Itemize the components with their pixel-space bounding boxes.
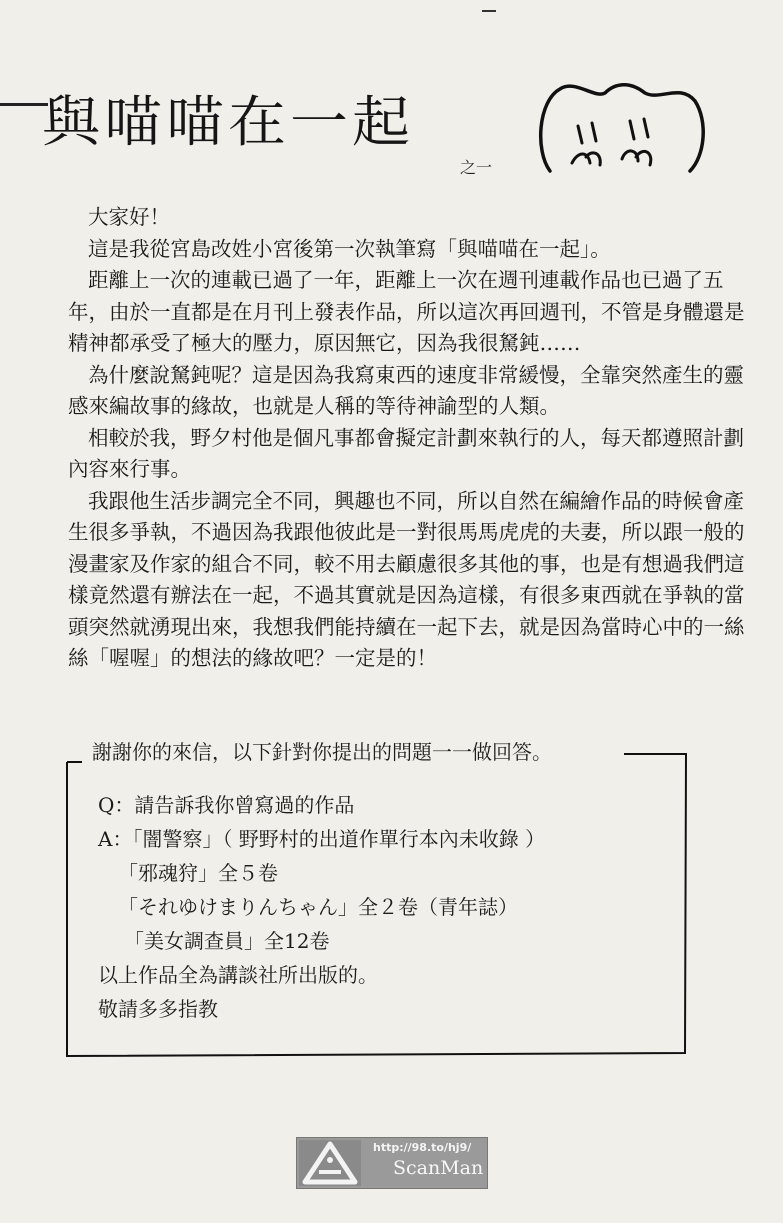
qa-question: Q：請告訴我你曾寫過的作品 [98, 793, 355, 817]
paragraph-4: 相較於我，野夕村他是個凡事都會擬定計劃來執行的人，每天都遵照計劃內容來行事。 [68, 425, 744, 481]
page-title: 與喵喵在一起 [42, 89, 415, 155]
title-area [30, 75, 750, 215]
paragraph-5: 我跟他生活步調完全不同，興趣也不同，所以自然在編繪作品的時候會產生很多爭執，不過因為我跟他彼此是一對很馬馬虎虎的夫妻，所以跟一般的漫畫家及作家的組合不同，較不用去顧慮很多其他的事，也是有想過我們這樣竟然還有辦法在一起，不過其實就是因為這樣，有很多東西就在爭執的當頭突然就湧現出來，我想我們能持續在一起下去，就是因為當時心中的一絲絲「喔喔」的想法的緣故吧？一定是的！ [68, 488, 745, 670]
qa-box [64, 740, 689, 1060]
qa-closing: 敬請多多指教 [98, 997, 218, 1021]
top-mark [482, 10, 496, 12]
qa-lines [98, 788, 678, 1026]
watermark-brand: ScanMan [393, 1157, 484, 1179]
qa-header: 謝謝你的來信，以下針對你提出的問題一一做回答。 [86, 736, 558, 765]
paragraph-1: 這是我從宮島改姓小宮後第一次執筆寫「與喵喵在一起」。 [88, 236, 611, 261]
body-text [68, 202, 758, 675]
scanman-watermark [296, 1137, 488, 1189]
qa-work-3: 「それゆけまりんちゃん」全２卷（青年誌） [118, 895, 518, 919]
qa-work-4: 「美女調查員」全12卷 [124, 929, 330, 953]
paragraph-greeting: 大家好！ [88, 205, 170, 229]
qa-note: 以上作品全為講談社所出版的。 [98, 963, 378, 987]
page-subtitle: 之一 [460, 158, 493, 177]
paragraph-2: 距離上一次的連載已過了一年，距離上一次在週刊連載作品也已過了五年，由於一直都是在月刊上發表作品，所以這次再回週刊，不管是身體還是精神都承受了極大的壓力，原因無它，因為我很駑鈍…… [68, 268, 745, 355]
cat-face-doodle-icon [530, 71, 710, 181]
triangle-a-logo-icon [299, 1140, 361, 1186]
watermark-url: http://98.to/hj9/ [373, 1141, 472, 1154]
title-rule [0, 103, 48, 106]
qa-answer: A：「闇警察」（ 野野村的出道作單行本內未收錄 ） [98, 827, 546, 851]
paragraph-3: 為什麼說駑鈍呢？這是因為我寫東西的速度非常緩慢，全靠突然產生的靈感來編故事的緣故，也就是人稱的等待神諭型的人類。 [68, 362, 744, 418]
qa-work-2: 「邪魂狩」全５卷 [118, 861, 278, 885]
